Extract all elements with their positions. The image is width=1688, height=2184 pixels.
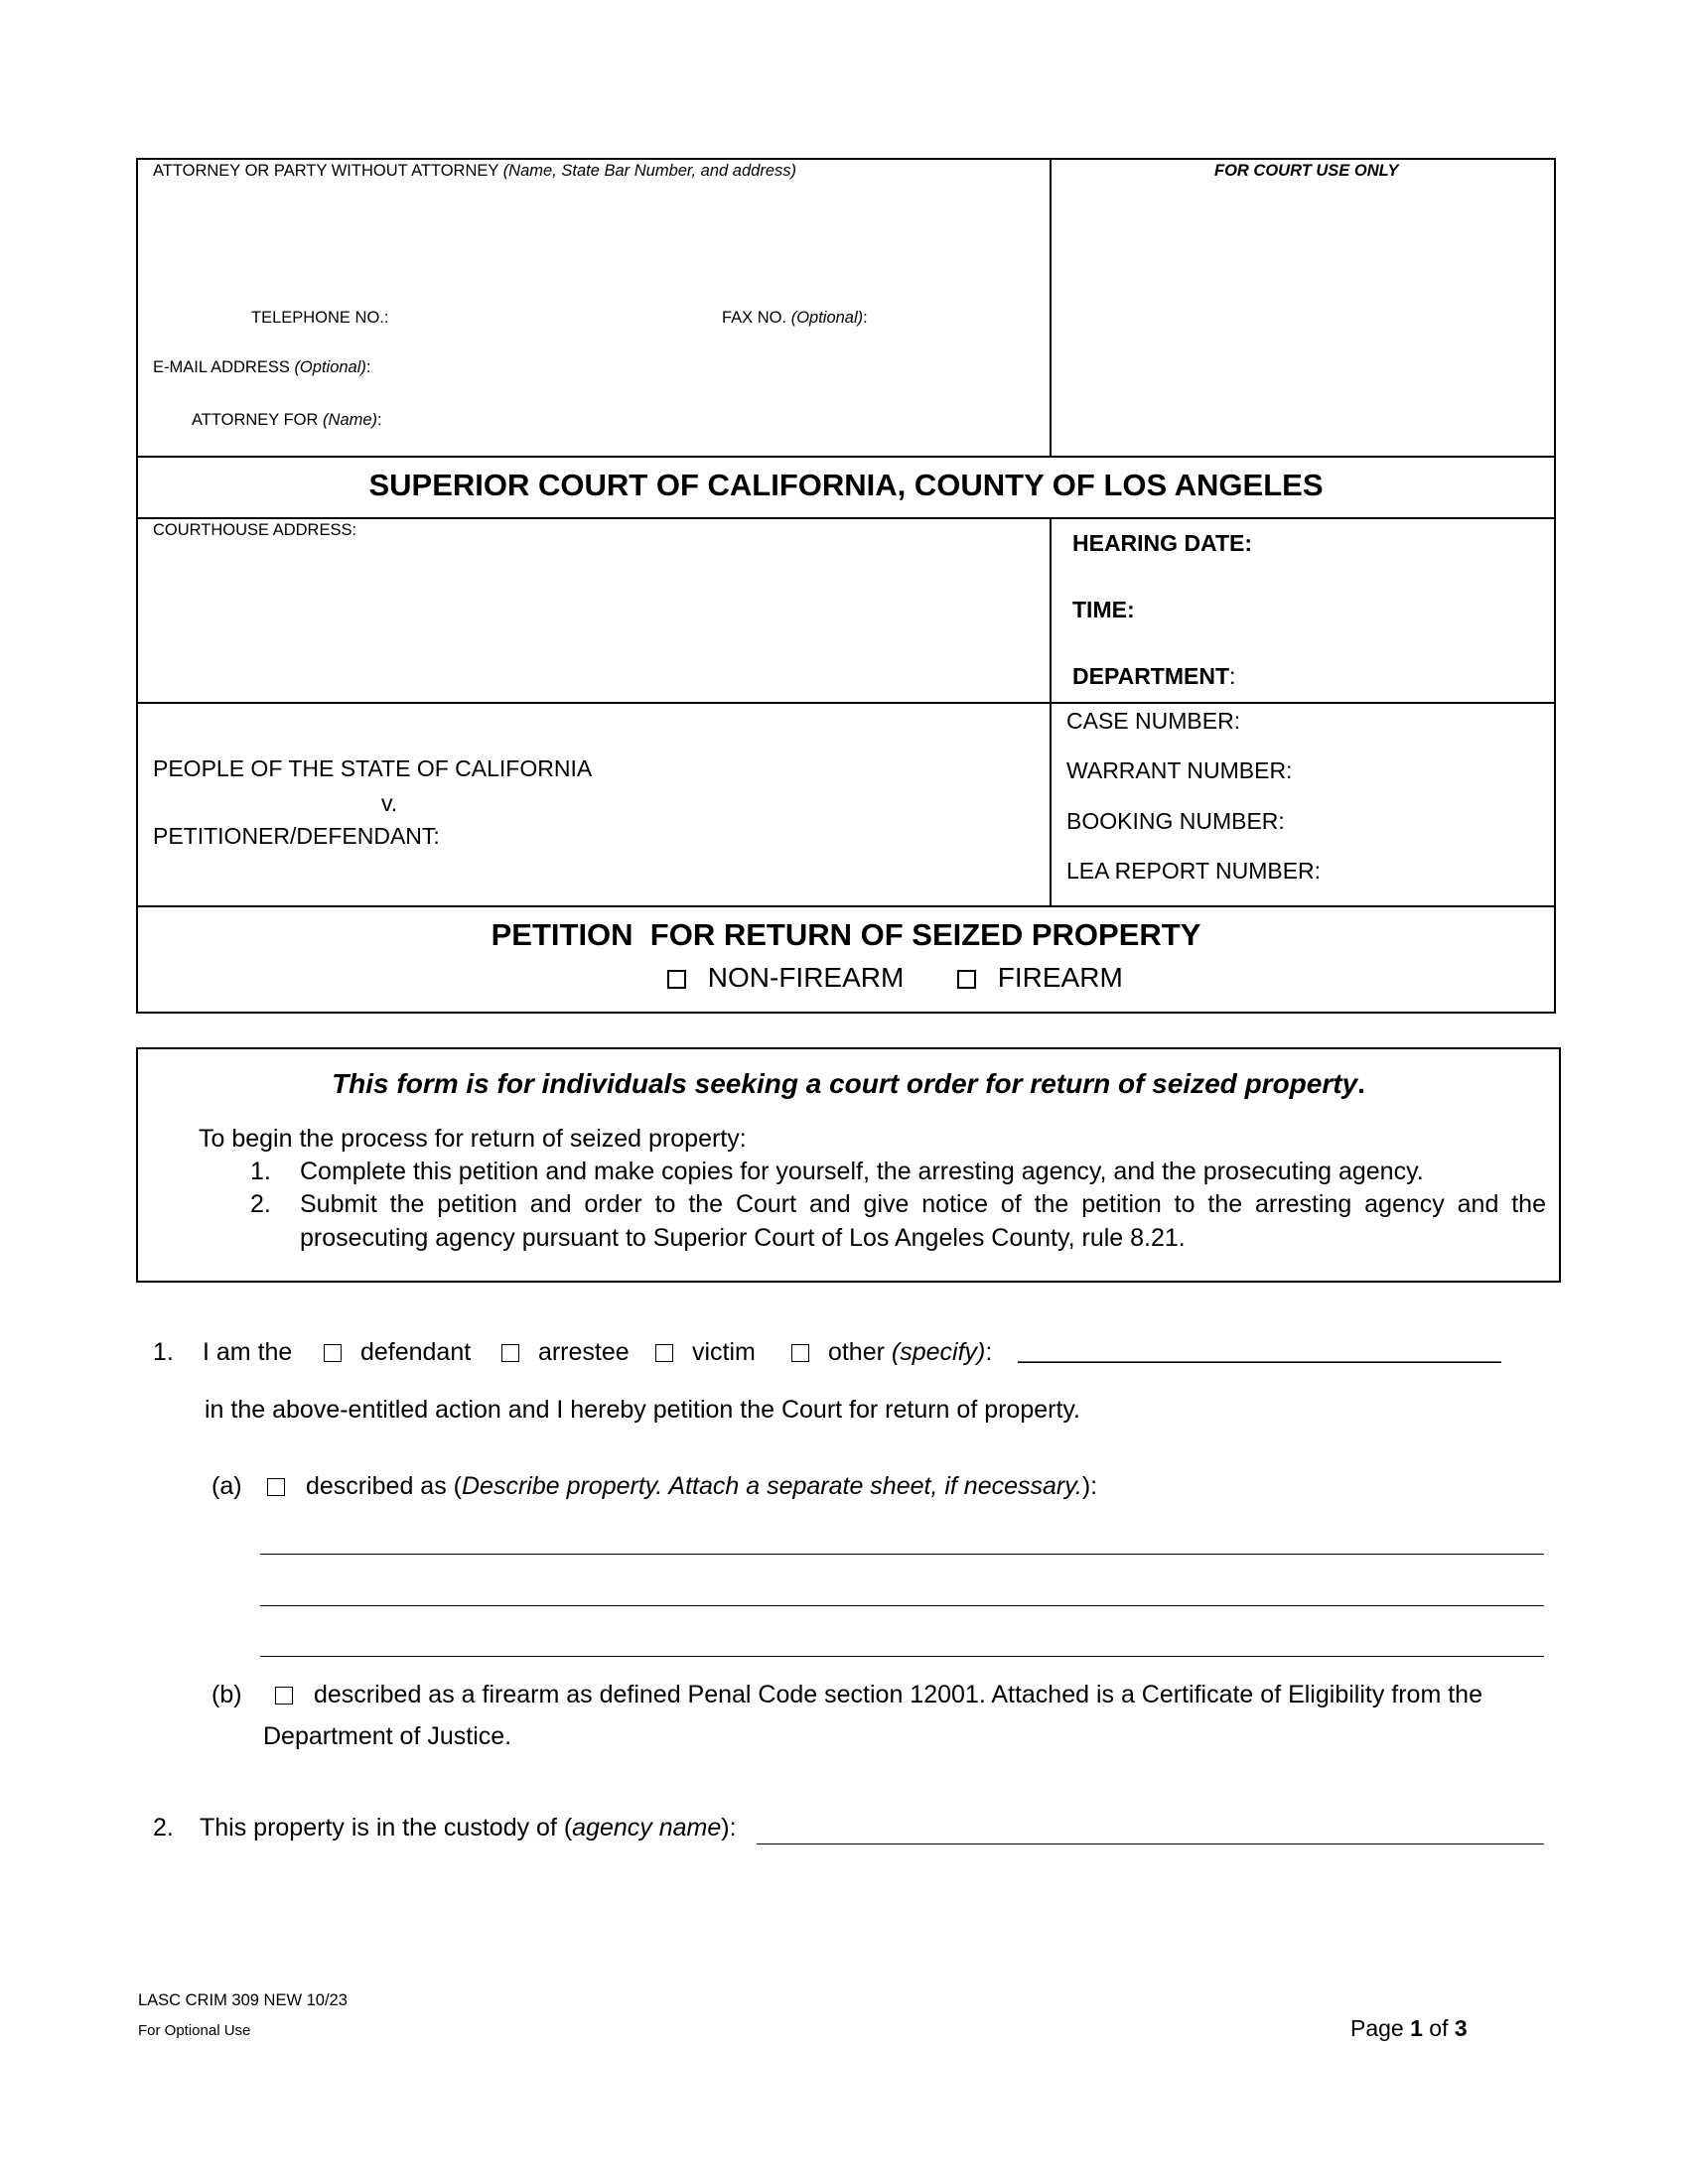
defendant-option[interactable]: [324, 1338, 471, 1367]
item1a-hint: Describe property. Attach a separate sheet, if necessary.: [461, 1472, 1082, 1500]
petitioner-label: PETITIONER/DEFENDANT:: [153, 823, 440, 849]
people-label: PEOPLE OF THE STATE OF CALIFORNIA: [153, 755, 593, 781]
versus-label: v.: [381, 790, 398, 816]
other-hint: (specify): [891, 1338, 986, 1366]
item1b-text-cont: Department of Justice.: [263, 1722, 512, 1750]
court-use-label: FOR COURT USE ONLY: [1214, 162, 1399, 180]
caption-rule-3: [136, 702, 1556, 704]
defendant-checkbox[interactable]: [324, 1344, 342, 1362]
petition-title: PETITION FOR RETURN OF SEIZED PROPERTY: [491, 917, 1201, 952]
item1a-text: described as (: [305, 1472, 462, 1500]
notice-step-2-text-cont: prosecuting agency pursuant to Superior Court of Los Angeles County, rule 8.21.: [300, 1224, 1186, 1252]
notice-step-1-text: Complete this petition and make copies for yourself, the arresting agency, and the prosecuting agency.: [300, 1158, 1424, 1185]
caption-divider-top: [1050, 158, 1052, 458]
fax-label: FAX NO. (Optional):: [722, 309, 868, 327]
item1a-checkbox[interactable]: [267, 1478, 285, 1496]
property-line-3[interactable]: [260, 1656, 1544, 1657]
notice-intro: To begin the process for return of seized property:: [199, 1125, 747, 1153]
other-specify-field[interactable]: ___________________________________: [1018, 1336, 1501, 1364]
telephone-label: TELEPHONE NO.:: [251, 309, 389, 327]
other-checkbox[interactable]: [791, 1344, 809, 1362]
item1b-checkbox[interactable]: [275, 1687, 293, 1705]
non-firearm-option[interactable]: [667, 962, 904, 994]
notice-heading: This form is for individuals seeking a court order for return of seized property.: [332, 1068, 1365, 1099]
case-number-label: CASE NUMBER:: [1066, 708, 1241, 734]
item1-continuation: in the above-entitled action and I hereby petition the Court for return of property.: [205, 1396, 1081, 1424]
item1b-text: described as a firearm as defined Penal Code section 12001. Attached is a Certificate of Eligibility from the: [313, 1681, 1482, 1708]
department-label: DEPARTMENT:: [1072, 663, 1236, 689]
optional-use: For Optional Use: [138, 2022, 251, 2039]
caption-rule-1: [136, 456, 1556, 458]
victim-option[interactable]: [655, 1338, 756, 1367]
item1-num: 1.: [153, 1338, 174, 1366]
item1-lead: I am the: [203, 1338, 293, 1366]
other-colon: :: [985, 1338, 993, 1366]
firearm-option[interactable]: [957, 962, 1123, 994]
booking-number-label: BOOKING NUMBER:: [1066, 808, 1285, 834]
non-firearm-label: NON-FIREARM: [707, 962, 905, 993]
email-label: E-MAIL ADDRESS (Optional):: [153, 358, 371, 376]
item1b-label: (b): [211, 1681, 242, 1708]
notice-step-2-num: 2.: [250, 1190, 271, 1218]
other-label: other: [827, 1338, 885, 1366]
item1a-option[interactable]: [267, 1472, 1097, 1501]
hearing-date-label: HEARING DATE:: [1072, 530, 1253, 556]
court-title: SUPERIOR COURT OF CALIFORNIA, COUNTY OF LOS ANGELES: [368, 468, 1324, 502]
arrestee-label: arrestee: [537, 1338, 630, 1366]
victim-label: victim: [691, 1338, 756, 1366]
notice-step-2-text: Submit the petition and order to the Court and give notice of the petition to the arresting agency and the: [300, 1190, 1546, 1218]
non-firearm-checkbox[interactable]: [667, 970, 686, 989]
notice-step-1-num: 1.: [250, 1158, 271, 1185]
attorney-for-label: ATTORNEY FOR (Name):: [192, 411, 382, 429]
item1a-close: ):: [1081, 1472, 1098, 1500]
property-line-2[interactable]: [260, 1605, 1544, 1606]
caption-rule-2: [136, 517, 1556, 519]
arrestee-checkbox[interactable]: [501, 1344, 519, 1362]
item1a-label: (a): [211, 1472, 242, 1500]
property-line-1[interactable]: [260, 1554, 1544, 1555]
caption-rule-4: [136, 905, 1556, 907]
other-option[interactable]: [791, 1338, 992, 1367]
form-id: LASC CRIM 309 NEW 10/23: [138, 1991, 348, 2009]
courthouse-address-label: COURTHOUSE ADDRESS:: [153, 521, 357, 539]
attorney-label: ATTORNEY OR PARTY WITHOUT ATTORNEY (Name, State Bar Number, and address): [153, 162, 796, 180]
lea-report-number-label: LEA REPORT NUMBER:: [1066, 858, 1322, 884]
warrant-number-label: WARRANT NUMBER:: [1066, 757, 1293, 783]
time-label: TIME:: [1072, 597, 1135, 622]
arrestee-option[interactable]: [501, 1338, 630, 1367]
page-indicator: Page 1 of 3: [1350, 2015, 1468, 2041]
custody-agency-field[interactable]: [757, 1843, 1544, 1844]
defendant-label: defendant: [359, 1338, 472, 1366]
firearm-label: FIREARM: [997, 962, 1123, 993]
item2-text: This property is in the custody of (agency name):: [200, 1814, 737, 1842]
item1b-option[interactable]: [275, 1681, 1482, 1709]
caption-divider-mid: [1050, 517, 1052, 907]
caption-table: [136, 158, 1556, 1014]
victim-checkbox[interactable]: [655, 1344, 673, 1362]
item2-num: 2.: [153, 1814, 174, 1842]
firearm-checkbox[interactable]: [957, 970, 976, 989]
